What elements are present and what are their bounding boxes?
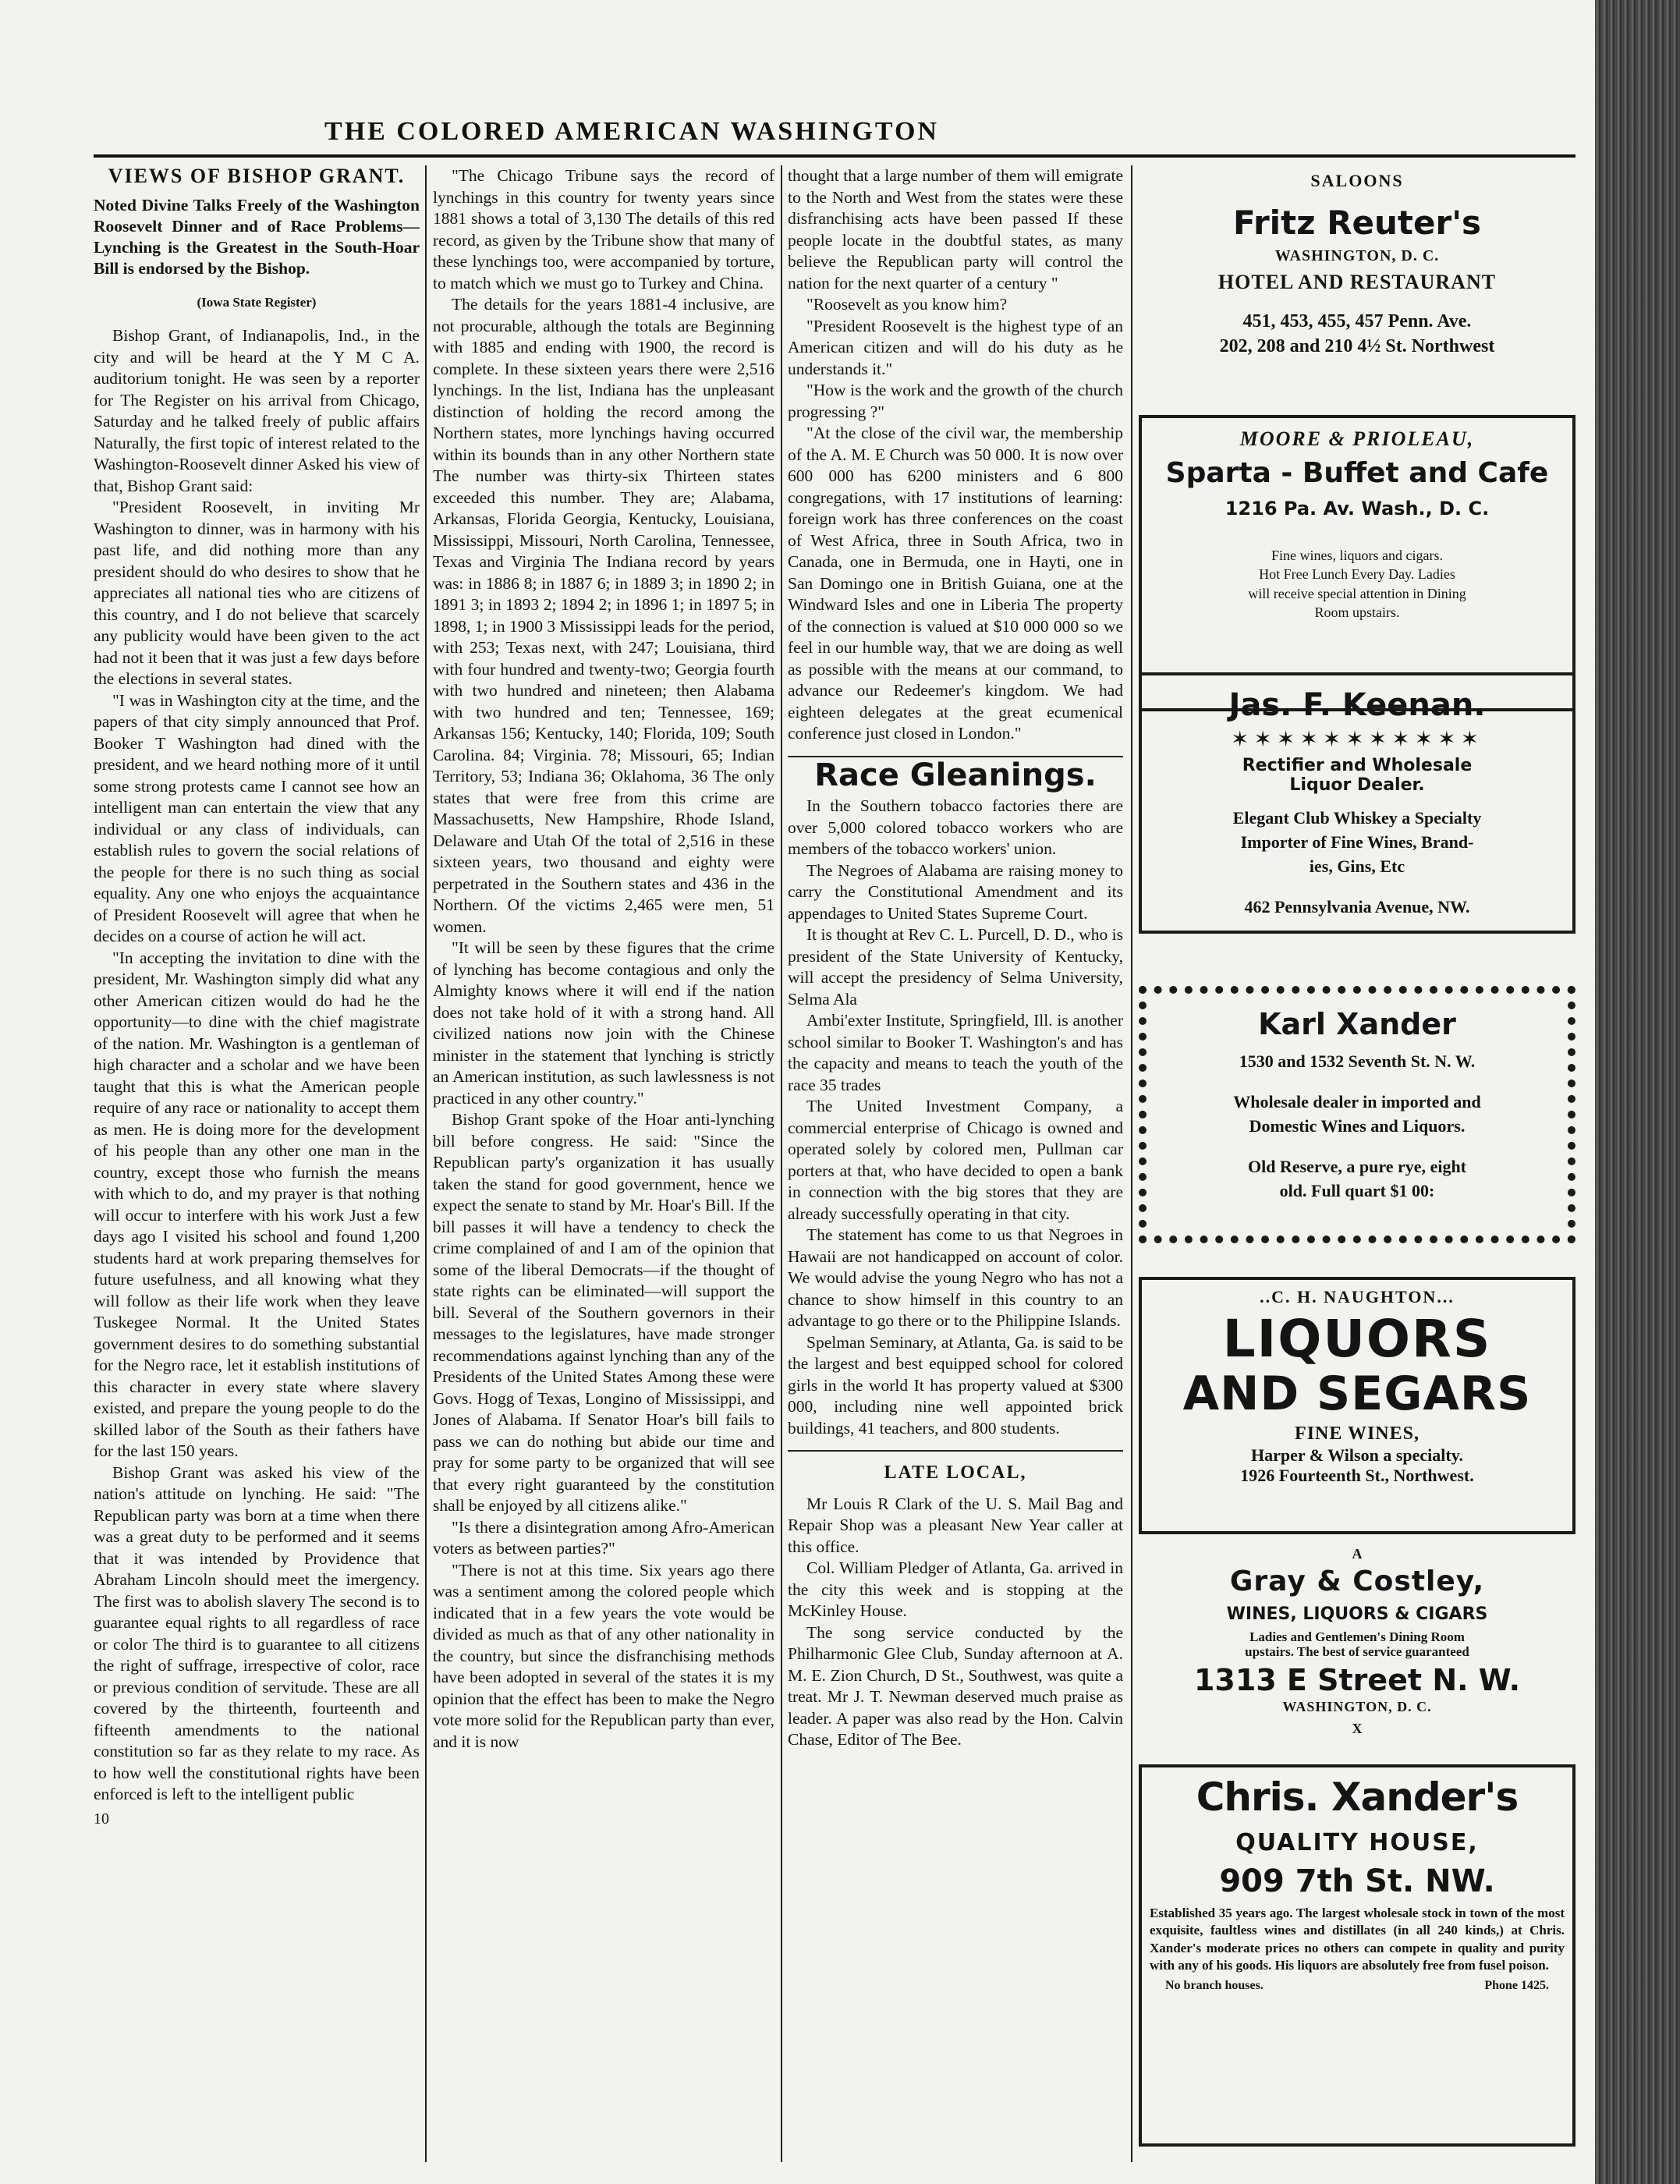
ad-karl-xander: Karl Xander 1530 and 1532 Seventh St. N. W. Wholesale dealer in imported and Domestic Wines and Liquors. Old Reserve, a pure rye, eight old. Full quart $1 00: [1139,986,1575,1243]
advertisement-column [1139,165,1575,2162]
article-paragraph: Bishop Grant was asked his view of the nation's attitude on lynching. He said: "The Republican party was born at a time when there was a great duty to be performed and it seems that it was intended by Providence that Abraham Lincoln should meet the imergency. The first was to abolish slavery The second is to guarantee equal rights to all regardless of race or color The third is to guarantee to all citizens the right of suffrage, irrespective of color, race or previous condition of servitude. These are all covered by the thirteenth, fourteenth and fifteenth amendments to the national constitution so far as they relate to my race. As to how well the constitutional rights have been enforced is left to the intelligent public [94,1462,420,1803]
article-paragraph: "I was in Washington city at the time, and the papers of that city simply announced that Prof. Booker T Washington had dined with the president, and we heard nothing more of it until some strong protests came I cannot see how an intelligent man can entertain the view that any individual or any class of individuals, can establish rules to govern the social relations of the people for there is no such thing as social equality. Any one who enjoys the acquaintance of President Roosevelt will agree that when he decides on a course of action he will act. [94,690,420,945]
article-source: (Iowa State Register) [197,294,317,310]
article-paragraph: "Roosevelt as you know him? [806,295,1008,314]
gleaning-item: Spelman Seminary, at Atlanta, Ga. is said to be the largest and best equipped school for colored girls in the world It has property valued at $300 000, including nine well appointed brick buildings, 41 teachers, and 800 students. [788,1332,1123,1438]
gleaning-item: The Negroes of Alabama are raising money to carry the Constitutional Amendment and its appendages to United States Supreme Court. [788,860,1123,923]
ad-gray-costley: A Gray & Costley, WINES, LIQUORS & CIGARS Ladies and Gentlemen's Dining Room upstairs. The best of service guaranteed 1313 E Street N. W. WASHINGTON, D. C. X [1193,1546,1521,1736]
column-1 [94,165,420,2162]
column-divider [1131,165,1132,2162]
chris-foot-left: No branch houses. [1165,1978,1264,1992]
article-paragraph: "In accepting the invitation to dine with the president, Mr. Washington simply did what any other American citizen would do had he the opportunity—to dine with the chief magistrate of the nation. Mr. Washington is a gentleman of high character and a scholar and we have been taught that this is what the American people require of any race or nationality to accept them as men. He is doing more for the development of his people than any other one man in the country, except those who furnish the means with which to do, and my prayer is that nothing will occur to interfere with his work Just a few days ago I visited his school and found 1,200 students hard at work preparing themselves for future usefulness, and all knowing what they will follow as their life work when they leave Tuskegee Normal. It the United States government desires to do something substantial for the Negro race, let it establish institutions of this character in every state where slavery existed, and prepare the young people to do the skilled labor of the South as their fathers have for the last 150 years. [94,948,420,1460]
saloons-header: SALOONS [1310,171,1404,190]
article-paragraph: "President Roosevelt, in inviting Mr Washington to dinner, was in harmony with his past life, and did nothing more than any president should do who desires to show that he appreciates all national ties who are citizens of this country, and I do not believe that scarcely any publicity would have been given to the act had not it been that it was just a few days before the elections in several states. [94,498,420,688]
article-paragraph: Bishop Grant, of Indianapolis, Ind., in the city and will be heard at the Y M C A. auditorium tonight. He was seen by a reporter for The Register on his arrival from Chicago, Saturday and he talked freely of public affairs Naturally, the first topic of interest related to the Washington-Roosevelt dinner Asked his view of that, Bishop Grant said: [94,326,420,495]
article-paragraph: "Is there a disintegration among Afro-American voters as between parties?" [433,1517,774,1558]
local-item: Mr Louis R Clark of the U. S. Mail Bag and Repair Shop was a pleasant New Year caller at this office. [788,1494,1123,1556]
article-paragraph: The details for the years 1881-4 inclusive, are not procurable, although the totals are Beginning with 1885 and ending with 1900, the record is complete. In these sixteen years there were 2,516 lynchings. In the list, Indiana has the unpleasant distinction of holding the record among the Northern states, more lynchings having occurred within its bounds than in any other Northern state The number was thirty-six Thirteen states exceeded this number. They are; Alabama, Arkansas, Florida Georgia, Kentucky, Louisiana, Mississippi, Missouri, North Carolina, Tennessee, Texas and Virginia The Indiana record by years was: in 1886 8; in 1887 6; in 1889 3; in 1890 2; in 1891 3; in 1893 2; 1894 2; in 1896 1; in 1897 5; in 1898, 1; in 1900 3 Mississippi leads for the period, with 253; Texas next, with 247; Louisiana, third with four hundred and twenty-two; Georgia fourth with two hundred and nineteen; then Alabama with two hundred and ten; Tennessee, 169; Arkansas 156; Kentucky, 140; Florida, 109; South Carolina. 84; Virginia. 78; Missouri, 65; Indian Territory, 53; Indiana 36; Oklahoma, 36 The only states that were free from this crime are Massachusetts, New Hampshire, Rhode Island, Delaware and Utah Of the total of 2,516 in these sixteen years, two thousand and eighty were perpetrated in the Southern states and 436 in the Northern. Of the victims 2,465 were men, 51 women. [433,295,774,936]
late-local-heading: LATE LOCAL, [788,1450,1123,1484]
decorative-border: ✶✶✶✶✶✶✶✶✶✶✶ [1230,727,1484,752]
article-paragraph: Bishop Grant spoke of the Hoar anti-lynching bill before congress. He said: "Since the Republican party's organization it has usually taken the stand for good government, hence we expect the senate to stand by Mr. Hoar's Bill. If the bill passes it will have a tendency to check the crime complained of and I am of the opinion that some of the liberal Democrats—if the thought of state rights can be eliminated—will support the bill. Several of the Southern governors in their messages to the legislatures, have made stronger recommendations against lynching than any of the Presidents of the United States Among these were Govs. Hogg of Texas, Longino of Mississippi, and Jones of Alabama. If Senator Hoar's bill fails to pass we can do nothing but abide our time and pray for some party to be organized that will see that every right guaranteed by the constitution shall be enjoyed by all citizens alike." [433,1110,774,1515]
local-item: The song service conducted by the Philharmonic Glee Club, Sunday afternoon at A. M. E. Zion Church, D St., Southwest, was quite a treat. Mr J. T. Newman deserved much praise as leader. A paper was also read by the Hon. Calvin Chase, Editor of The Bee. [788,1622,1123,1749]
article-paragraph: "It will be seen by these figures that the crime of lynching has become contagious and only the Almighty knows where it will end if the nation does not take hold of it with a strong hand. All civilized nations now join with the Chinese minister in the statement that lynching is strictly an American institution, as such lawlessness is not practiced in any other country." [433,938,774,1108]
ad-chris-xander: Chris. Xander's QUALITY HOUSE, 909 7th St. NW. Established 35 years ago. The largest wholesale stock in town of the most exquisite, faultless wines and distillates (in all 240 kinds,) at Chris. Xander's moderate prices no others can compete in quality and purity with any of his goods. His liquors are absolutely free from fusel poison. No branch houses. Phone 1425. [1139,1764,1575,2147]
masthead: THE COLORED AMERICAN WASHINGTON [324,117,939,146]
article-paragraph: "How is the work and the growth of the church progressing ?" [788,381,1123,421]
gleaning-item: The United Investment Company, a commercial enterprise of Chicago is owned and operated solely by colored men, Pullman car porters at that, who have decided to open a bank in connection with the big stores that they are already successfully operating in that city. [788,1097,1123,1223]
ad-moore-prioleau: MOORE & PRIOLEAU, Sparta - Buffet and Cafe 1216 Pa. Av. Wash., D. C. Fine wines, liquors and cigars. Hot Free Lunch Every Day. Ladies will receive special attention in Dining Room upstairs. [1139,415,1575,711]
article-paragraph: "There is not at this time. Six years ago there was a sentiment among the colored people which indicated that in a few years the vote would be divided as much as that of any other nationality in the country, but since the disfranchising methods have been adopted in several of the states it is my opinion that the effect has been to make the Negro vote more solid for the Republican party than ever, and it is now [433,1560,774,1751]
ad-ch-naughton: ..C. H. NAUGHTON... LIQUORS AND SEGARS FINE WINES, Harper & Wilson a specialty. 1926 Fourteenth St., Northwest. [1139,1277,1575,1534]
gleaning-item: In the Southern tobacco factories there are over 5,000 colored tobacco workers who are members of the tobacco workers' union. [788,796,1123,858]
race-gleanings-heading: Race Gleanings. [788,756,1123,787]
column-divider [781,165,782,2162]
article-paragraph: "President Roosevelt is the highest type of an American citizen and will do his duty as he understands it." [788,316,1123,378]
column-2 [433,165,774,2162]
ad-fritz-reuter: Fritz Reuter's WASHINGTON, D. C. HOTEL AND RESTAURANT 451, 453, 455, 457 Penn. Ave. 202, 208 and 210 4½ St. Northwest [1217,204,1497,357]
page-number: 10 [94,1810,109,1828]
gleaning-item: Ambi'exter Institute, Springfield, Ill. is another school similar to Booker T. Washington's and has the capacity and means to teach the youth of the race 35 trades [788,1011,1123,1094]
masthead-rule [94,154,1575,158]
book-binding-spine [1595,0,1680,2184]
article-paragraph: "The Chicago Tribune says the record of lynchings in this country for twenty years since 1881 shows a total of 3,130 The details of this red record, as given by the Tribune show that many of these lynchings too, were accompanied by torture, to match which we must go to Turkey and China. [433,166,774,292]
chris-foot-right: Phone 1425. [1484,1978,1549,1992]
ad-jas-keenan: Jas. F. Keenan. ✶✶✶✶✶✶✶✶✶✶✶ Rectifier and Wholesale Liquor Dealer. Elegant Club Whiskey a Specialty Importer of Fine Wines, Brand- ies, Gins, Etc 462 Pennsylvania Avenue, NW. [1139,672,1575,934]
article-headline: VIEWS OF BISHOP GRANT. [108,165,406,187]
gleaning-item: It is thought at Rev C. L. Purcell, D. D., who is president of the State University of Kentucky, will accept the presidency of Selma University, Selma Ala [788,925,1123,1009]
column-divider [425,165,427,2162]
local-item: Col. William Pledger of Atlanta, Ga. arrived in the city this week and is stopping at the McKinley House. [788,1558,1123,1620]
gleaning-item: The statement has come to us that Negroes in Hawaii are not handicapped on account of color. We would advise the young Negro who has not a chance to show himself in this country to an advantage to go there or to the Philippine Islands. [788,1225,1123,1330]
article-paragraph: "At the close of the civil war, the membership of the A. M. E Church was 50 000. It is now over 600 000 has 6200 ministers and 6 800 congregations, with 17 institutions of learning: foreign work has three conferences on the coast of West Africa, three in South Africa, two in Canada, one in Bermuda, one in Hayti, one in San Domingo one in British Guiana, one at the Windward Isles and one in Liberia The property of the connection is valued at $10 000 000 so we feel in our humble way, that we are doing as well as possible with the means at our command, to advance our Redeemer's kingdom. We had eighteen delegates at the great ecumenical conference just closed in London." [788,424,1123,743]
column-3 [788,165,1123,2162]
article-paragraph: thought that a large number of them will emigrate to the North and West from the states were these disfranchising acts have been passed If these people locate in the doubtful states, as many believe the Republican party will control the nation for the next quarter of a century " [788,166,1123,292]
article-deck: Noted Divine Talks Freely of the Washington Roosevelt Dinner and of Race Problems—Lynching is the Greatest in the South-Hoar Bill is endorsed by the Bishop. [94,195,420,278]
